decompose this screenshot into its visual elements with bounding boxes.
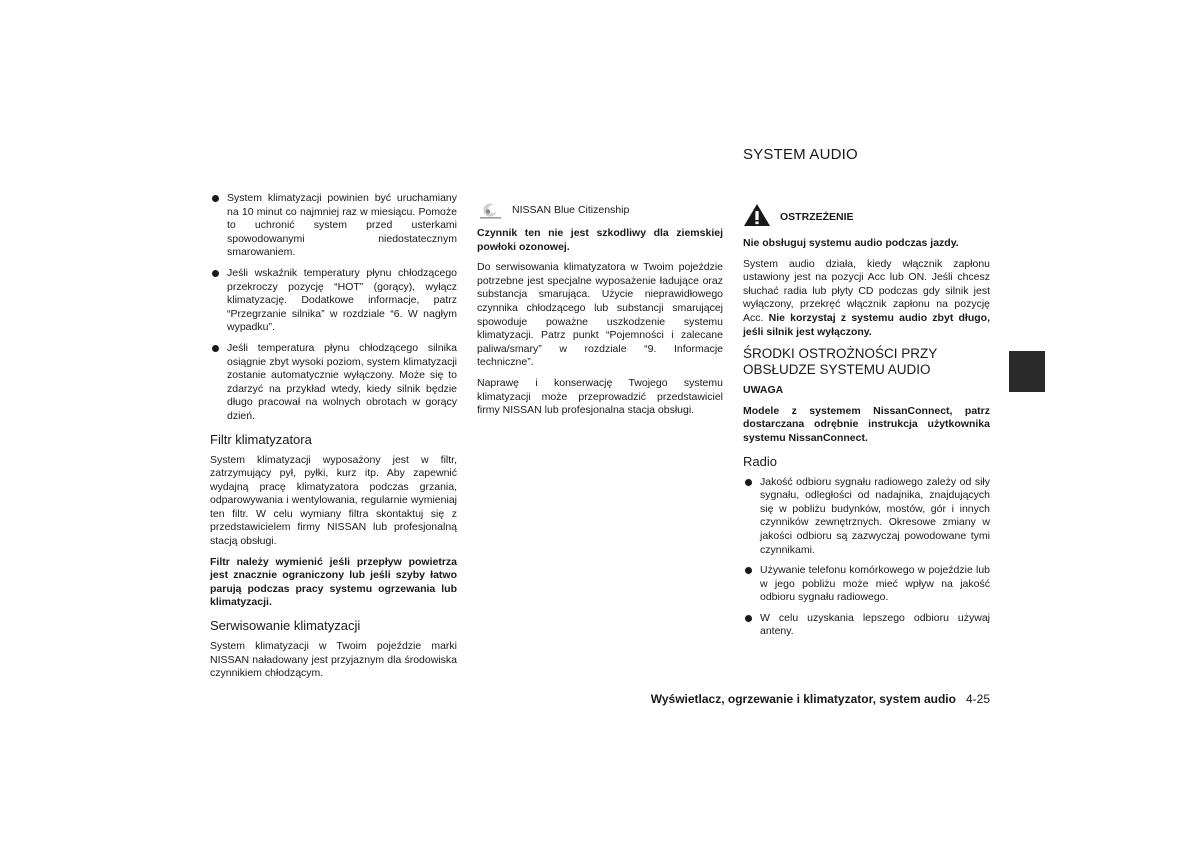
blue-citizenship-row xyxy=(477,202,723,220)
radio-bullet-list xyxy=(743,476,990,640)
warning-text: System audio działa, kiedy włącznik zapłonu ustawiony jest na pozycji Acc lub ON. Jeśli chcesz słuchać radia lub płyty CD podczas gdy silnik jest wyłączony, przekręć włącznik zapłonu na pozycję Acc. xyxy=(743,257,990,324)
list-item: Jakość odbioru sygnału radiowego zależy od siły sygnału, odległości od nadajnika, znajdujących się w pobliżu budynków, mostów, gór i innych czynników zewnętrznych. Okresowe zmiany w jakości odbioru są zazwyczaj powodowane tymi czynnikami. xyxy=(743,476,990,558)
ozone-bold-paragraph: Czynnik ten nie jest szkodliwy dla ziemskiej powłoki ozonowej. xyxy=(477,227,723,253)
warning-paragraph xyxy=(743,258,990,340)
column-left xyxy=(210,192,457,688)
chapter-tab-marker xyxy=(1009,351,1045,392)
filter-bold-paragraph: Filtr należy wymienić jeśli przepływ powietrza jest znacznie ograniczony lub jeśli szyby łatwo parują podczas pracy systemu ogrzewania lub klimatyzacji. xyxy=(210,555,457,609)
list-item: Jeśli wskaźnik temperatury płynu chłodzącego przekroczy pozycję “HOT” (gorący), wyłącz klimatyzację. Dodatkowe informacje, patrz “Przegrzanie silnika” w rozdziale “6. W nagłym wypadku”. xyxy=(210,267,457,335)
blue-citizenship-label: NISSAN Blue Citizenship xyxy=(512,204,630,217)
note-label: UWAGA xyxy=(743,384,784,397)
note-paragraph: Modele z systemem NissanConnect, patrz dostarczana odrębnie instrukcja użytkownika systemu NissanConnect. xyxy=(743,404,990,444)
list-item: System klimatyzacji powinien być uruchamiany na 10 minut co najmniej raz w miesiącu. Pomoże to uchronić system przed usterkami spowodowanymi niedostatecznym smarowaniem. xyxy=(210,192,457,260)
radio-heading: Radio xyxy=(743,453,777,469)
blue-citizenship-logo-icon xyxy=(477,202,507,220)
list-item: Używanie telefonu komórkowego w pojeździe lub w jego pobliżu może mieć wpływ na jakość odbioru sygnału radiowego. xyxy=(743,564,990,605)
filter-paragraph: System klimatyzacji wyposażony jest w filtr, zatrzymujący pył, pyłki, kurz itp. Aby zapewnić wydajną pracę klimatyzatora podczas grzania, odparowywania i wentylowania, regularnie wymieniaj ten filtr. W celu wymiany filtra skontaktuj się z przedstawicielem firmy NISSAN lub profesjonalną stacją obsługi. xyxy=(210,453,457,548)
warning-triangle-icon xyxy=(743,203,771,227)
service-heading: Serwisowanie klimatyzacji xyxy=(210,618,361,634)
page-footer xyxy=(600,692,990,706)
ac-bullet-list xyxy=(210,192,457,424)
list-item: W celu uzyskania lepszego odbioru używaj anteny. xyxy=(743,612,990,639)
section-title: SYSTEM AUDIO xyxy=(743,146,858,163)
precautions-heading: ŚRODKI OSTROŻNOŚCI PRZY OBSŁUDZE SYSTEMU AUDIO xyxy=(743,346,938,378)
repair-paragraph: Naprawę i konserwację Twojego systemu klimatyzacji może przeprowadzić przedstawiciel firmy NISSAN lub profesjonalna stacja obsługi. xyxy=(477,376,723,417)
page-number: 4-25 xyxy=(965,692,990,706)
footer-title: Wyświetlacz, ogrzewanie i klimatyzator, system audio xyxy=(650,692,956,706)
warning-text-bold: Nie korzystaj z systemu audio zbyt długo, jeśli silnik jest wyłączony. xyxy=(743,311,990,338)
column-right xyxy=(743,203,990,646)
list-item: Jeśli temperatura płynu chłodzącego silnika osiągnie zbyt wysoki poziom, system klimatyzacji zostanie automatycznie wyłączony. Może się to zdarzyć na przykład wtedy, kiedy silnik będzie długo pracował na wolnych obrotach w gorący dzień. xyxy=(210,342,457,424)
service-equipment-paragraph: Do serwisowania klimatyzatora w Twoim pojeździe potrzebne jest specjalne wyposażenie ładujące oraz substancja smarująca. Użycie nieprawidłowego czynnika chłodzącego lub substancji smarującej spowoduje poważne uszkodzenie systemu klimatyzacji. Patrz punkt “Pojemności i zalecane paliwa/smary” w rozdziale “9. Informacje techniczne”. xyxy=(477,261,723,369)
service-paragraph: System klimatyzacji w Twoim pojeździe marki NISSAN naładowany jest przyjaznym dla środowiska czynnikiem chłodzącym. xyxy=(210,640,457,680)
column-middle xyxy=(477,202,723,425)
filter-heading: Filtr klimatyzatora xyxy=(210,431,312,447)
warning-bold-line: Nie obsługuj systemu audio podczas jazdy. xyxy=(743,237,959,249)
warning-title: OSTRZEŻENIE xyxy=(780,211,854,224)
warning-row xyxy=(743,203,990,227)
